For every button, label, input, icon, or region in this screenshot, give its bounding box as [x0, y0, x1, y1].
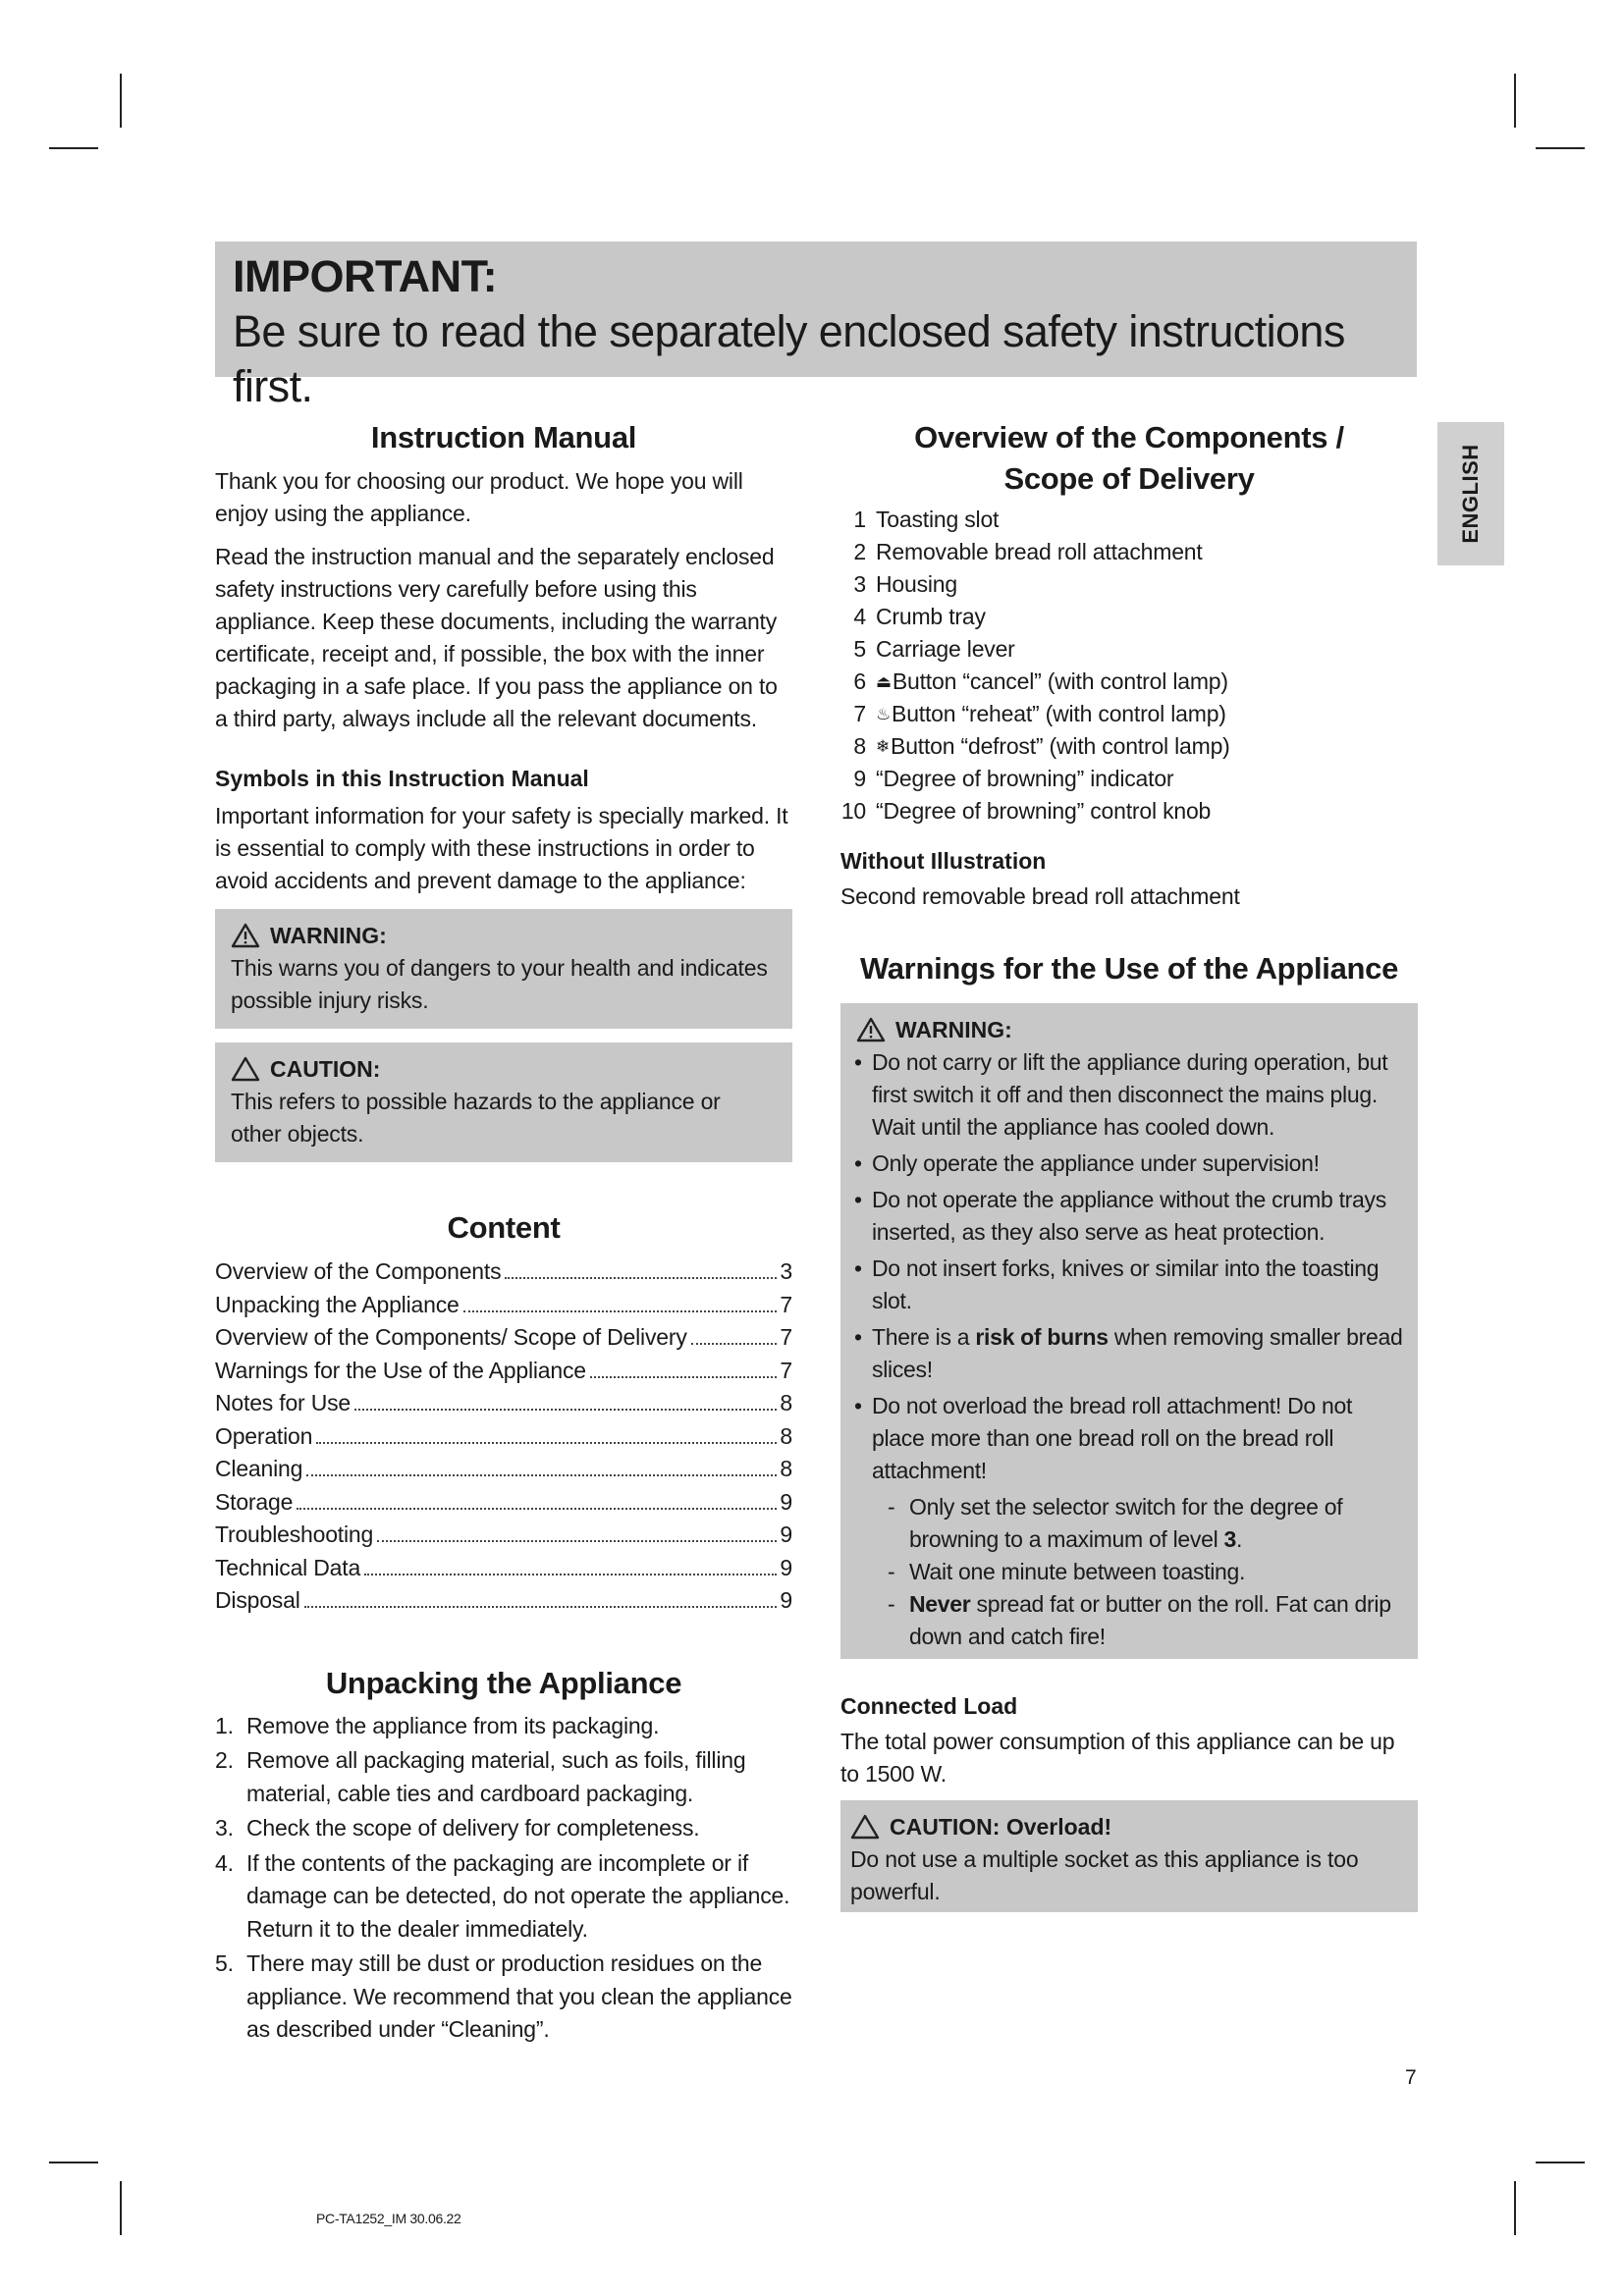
step-text: Remove the appliance from its packaging.	[246, 1712, 660, 1738]
toc-page: 9	[780, 1554, 792, 1580]
bullet: •	[854, 1324, 862, 1350]
toc-label: Overview of the Components	[215, 1258, 502, 1284]
item-text: Carriage lever	[876, 636, 1015, 662]
toc-row	[215, 1355, 792, 1388]
toc-page: 9	[780, 1522, 792, 1547]
overview-heading	[840, 417, 1418, 500]
unpacking-heading: Unpacking the Appliance	[325, 1665, 682, 1700]
caution-legend-label: CAUTION:	[270, 1056, 381, 1082]
item-text: Button “cancel” (with control lamp)	[892, 668, 1228, 694]
item-number: 6	[853, 668, 866, 694]
list-item	[848, 1184, 1408, 1249]
toc-leader	[590, 1376, 778, 1378]
toc-page: 3	[780, 1258, 792, 1284]
components-list	[840, 504, 1418, 828]
toc-label: Troubleshooting	[215, 1522, 374, 1547]
sub-text	[909, 1588, 1408, 1653]
list-item	[848, 1148, 1408, 1180]
dash: -	[888, 1591, 895, 1617]
overload-caution-box	[840, 1800, 1418, 1912]
item-number: 8	[853, 733, 866, 759]
page-number: 7	[1405, 2066, 1417, 2089]
toc-leader	[691, 1343, 778, 1345]
bullet: •	[854, 1049, 862, 1075]
bullet-text: Do not carry or lift the appliance during operation, but first switch it off and then disconnect the mains plug. Wait until the appliance has cooled down.	[872, 1049, 1388, 1140]
toc-row	[215, 1321, 792, 1355]
step-number: 2.	[215, 1747, 234, 1773]
item-text: Button “defrost” (with control lamp)	[891, 733, 1230, 759]
list-item	[840, 666, 1418, 698]
warning-triangle-icon	[231, 923, 260, 948]
bullet-text: Only operate the appliance under supervision!	[872, 1150, 1320, 1176]
list-item	[840, 568, 1418, 601]
toc-page: 8	[780, 1456, 792, 1481]
list-item	[848, 1390, 1408, 1487]
toc-label: Warnings for the Use of the Appliance	[215, 1357, 586, 1383]
banner-title: IMPORTANT:	[233, 251, 498, 301]
bullet-text: Do not operate the appliance without the crumb trays inserted, as they also serve as heat protection.	[872, 1187, 1386, 1245]
toc-leader	[377, 1540, 777, 1542]
toc-label: Notes for Use	[215, 1390, 352, 1415]
language-tab-label: ENGLISH	[1458, 444, 1483, 544]
symbols-heading: Symbols in this Instruction Manual	[215, 766, 589, 791]
list-item	[840, 698, 1418, 730]
step-text: Remove all packaging material, such as foils, filling material, cable ties and cardboard packaging.	[246, 1747, 746, 1806]
step-number: 4.	[215, 1849, 234, 1876]
item-number: 7	[853, 701, 866, 726]
toc-leader	[463, 1310, 778, 1312]
toc-leader	[354, 1409, 777, 1411]
toc-leader	[306, 1474, 777, 1476]
left-column	[215, 417, 792, 2047]
toc-row	[215, 1387, 792, 1420]
toc-leader	[316, 1442, 777, 1444]
step-number: 1.	[215, 1712, 234, 1738]
item-number: 9	[853, 766, 866, 791]
toc-page: 9	[780, 1587, 792, 1613]
text-run: .	[1236, 1526, 1243, 1552]
toc-row	[215, 1289, 792, 1322]
overload-caution-label: CAUTION: Overload!	[890, 1814, 1112, 1840]
warning-triangle-icon	[856, 1017, 886, 1042]
text-run: There is a	[872, 1324, 976, 1350]
connected-load-heading: Connected Load	[840, 1693, 1018, 1719]
toc-page: 8	[780, 1390, 792, 1415]
toc-page: 7	[780, 1324, 792, 1350]
crop-mark	[49, 147, 98, 149]
list-item	[840, 536, 1418, 568]
toc-leader	[297, 1508, 777, 1510]
item-number: 2	[853, 539, 866, 564]
important-banner	[215, 241, 1417, 411]
text-run-bold: 3	[1223, 1526, 1237, 1552]
text-run: Only set the selector switch for the degree of browning to a maximum of level	[909, 1494, 1343, 1552]
toc-label: Cleaning	[215, 1456, 303, 1481]
toc-label: Technical Data	[215, 1554, 361, 1580]
item-number: 5	[853, 636, 866, 662]
list-item	[840, 763, 1418, 795]
unpacking-steps	[215, 1710, 792, 2047]
list-item	[840, 504, 1418, 536]
warning-legend-text: This warns you of dangers to your health and indicates possible injury risks.	[231, 955, 768, 1013]
warnings-box-label: WARNING:	[895, 1017, 1012, 1042]
right-column	[840, 417, 1418, 1912]
text-run: when removing smaller bread slices!	[872, 1324, 1403, 1382]
toc-page: 8	[780, 1422, 792, 1449]
caution-legend-box	[215, 1042, 792, 1162]
content-heading: Content	[447, 1210, 561, 1245]
bullet-text	[872, 1321, 1408, 1386]
item-number: 4	[853, 604, 866, 629]
toc-page: 9	[780, 1488, 792, 1515]
crop-mark	[120, 74, 122, 128]
item-text: “Degree of browning” indicator	[876, 766, 1174, 791]
item-number: 10	[840, 798, 866, 824]
toc-leader	[304, 1606, 778, 1608]
read-manual-paragraph: Read the instruction manual and the separately enclosed safety instructions very carefully before using this appliance. Keep these documents, including the warranty certificate, receipt and, if possible, the box with the inner packaging in a safe place. If you pass the appliance on to a third party, always include all the relevant documents.	[215, 544, 778, 731]
instruction-manual-heading: Instruction Manual	[370, 420, 637, 454]
dash: -	[888, 1559, 895, 1584]
toc-row	[215, 1420, 792, 1454]
without-illustration-text: Second removable bread roll attachment	[840, 883, 1240, 909]
toc-page: 7	[780, 1291, 792, 1317]
cancel-icon: ⏏	[876, 672, 892, 691]
warnings-heading: Warnings for the Use of the Appliance	[859, 951, 1399, 986]
item-text: Housing	[876, 571, 957, 597]
list-item	[848, 1321, 1408, 1386]
toc-row	[215, 1453, 792, 1486]
sub-text	[909, 1491, 1408, 1556]
bullet: •	[854, 1187, 862, 1212]
list-item	[848, 1046, 1408, 1144]
connected-load-text: The total power consumption of this appliance can be up to 1500 W.	[840, 1729, 1395, 1787]
toc-page: 7	[780, 1357, 792, 1383]
sub-list-item	[848, 1556, 1408, 1588]
banner-subtitle: Be sure to read the separately enclosed safety instructions first.	[233, 306, 1345, 411]
toc-leader	[505, 1277, 777, 1279]
symbols-paragraph: Important information for your safety is specially marked. It is essential to comply with these instructions in order to avoid accidents and prevent damage to the appliance:	[215, 803, 788, 893]
crop-mark	[120, 2181, 122, 2235]
overload-caution-title	[850, 1810, 1402, 1843]
step-text: If the contents of the packaging are incomplete or if damage can be detected, do not operate the appliance. Return it to the dealer immediately.	[246, 1849, 790, 1942]
caution-triangle-icon	[850, 1814, 880, 1840]
crop-mark	[1536, 2162, 1585, 2163]
list-item	[840, 601, 1418, 633]
toc-label: Overview of the Components/ Scope of Delivery	[215, 1324, 687, 1350]
list-item	[840, 730, 1418, 763]
item-text: Crumb tray	[876, 604, 986, 629]
crop-mark	[49, 2162, 98, 2163]
list-item	[848, 1253, 1408, 1317]
text-run-bold: risk of burns	[975, 1324, 1109, 1350]
bullet: •	[854, 1150, 862, 1176]
dash: -	[888, 1494, 895, 1520]
text-run: spread fat or butter on the roll. Fat can drip down and catch fire!	[909, 1591, 1391, 1649]
step-number: 5.	[215, 1950, 234, 1976]
overload-caution-text: Do not use a multiple socket as this appliance is too powerful.	[850, 1846, 1359, 1904]
crop-mark	[1514, 74, 1516, 128]
toc-leader	[364, 1574, 777, 1575]
toc-row	[215, 1519, 792, 1552]
list-item	[215, 1710, 792, 1743]
step-text: There may still be dust or production residues on the appliance. We recommend that you clean the appliance as described under “Cleaning”.	[246, 1950, 792, 2042]
overview-heading-line2: Scope of Delivery	[1003, 461, 1255, 496]
bullet-text: Do not insert forks, knives or similar into the toasting slot.	[872, 1255, 1380, 1313]
item-text: Button “reheat” (with control lamp)	[892, 701, 1226, 726]
text-run-bold: Never	[909, 1591, 971, 1617]
warning-legend-title	[231, 919, 777, 952]
sub-list-item	[848, 1588, 1408, 1653]
caution-legend-text: This refers to possible hazards to the appliance or other objects.	[231, 1089, 721, 1147]
toc-label: Operation	[215, 1422, 313, 1449]
table-of-contents	[215, 1255, 792, 1618]
list-item	[840, 795, 1418, 828]
intro-paragraph: Thank you for choosing our product. We hope you will enjoy using the appliance.	[215, 468, 743, 526]
crop-mark	[1514, 2181, 1516, 2235]
item-number: 1	[853, 507, 866, 532]
caution-triangle-icon	[231, 1056, 260, 1082]
overview-heading-line1: Overview of the Components /	[914, 420, 1344, 454]
warnings-box	[840, 1003, 1418, 1659]
crop-mark	[1536, 147, 1585, 149]
toc-row	[215, 1255, 792, 1289]
reheat-icon: ♨	[876, 705, 892, 723]
item-number: 3	[853, 571, 866, 597]
caution-legend-title	[231, 1052, 777, 1086]
list-item	[215, 1744, 792, 1810]
bullet: •	[854, 1255, 862, 1281]
list-item	[840, 633, 1418, 666]
without-illustration-heading: Without Illustration	[840, 848, 1047, 874]
toc-row	[215, 1552, 792, 1585]
item-text: “Degree of browning” control knob	[876, 798, 1212, 824]
toc-label: Disposal	[215, 1587, 300, 1613]
list-item	[215, 1948, 792, 2047]
step-number: 3.	[215, 1815, 234, 1841]
toc-label: Unpacking the Appliance	[215, 1291, 460, 1317]
list-item	[215, 1812, 792, 1845]
step-text: Check the scope of delivery for completeness.	[246, 1815, 700, 1841]
warning-legend-label: WARNING:	[270, 923, 387, 948]
sub-list-item	[848, 1491, 1408, 1556]
item-text: Toasting slot	[876, 507, 1000, 532]
sub-text: Wait one minute between toasting.	[909, 1559, 1246, 1584]
defrost-icon: ❄	[876, 737, 891, 756]
toc-row	[215, 1584, 792, 1618]
toc-row	[215, 1486, 792, 1520]
warnings-box-title	[848, 1013, 1408, 1046]
bullet: •	[854, 1393, 862, 1418]
list-item	[215, 1847, 792, 1947]
toc-label: Storage	[215, 1488, 294, 1515]
language-tab	[1437, 422, 1504, 565]
document-code: PC-TA1252_IM 30.06.22	[316, 2211, 461, 2226]
warning-legend-box	[215, 909, 792, 1029]
item-text: Removable bread roll attachment	[876, 539, 1203, 564]
bullet-text: Do not overload the bread roll attachment! Do not place more than one bread roll on the bread roll attachment!	[872, 1393, 1353, 1483]
